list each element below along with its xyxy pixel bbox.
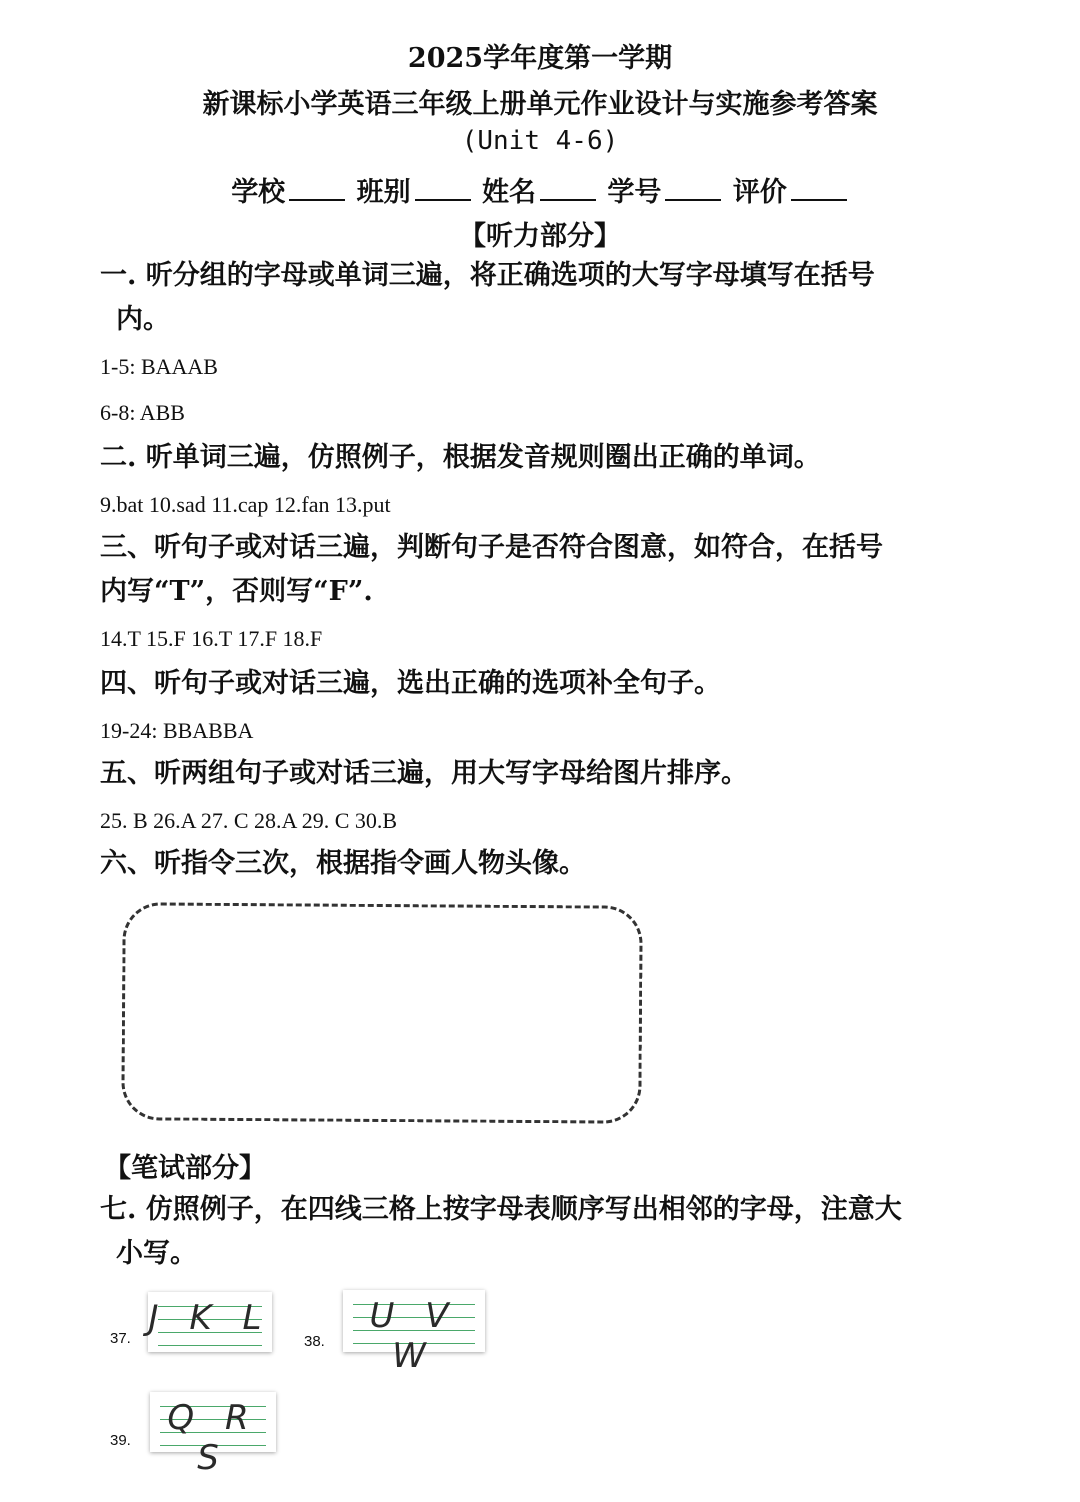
- document-title: 2025学年度第一学期: [407, 43, 673, 74]
- unit-range: (Unit 4-6): [461, 126, 619, 156]
- question-6: 六、听指令三次，根据指令画人物头像。: [100, 848, 586, 879]
- class-blank[interactable]: [415, 179, 471, 201]
- answer-25-30: 25. B 26.A 27. C 28.A 29. C 30.B: [100, 808, 398, 833]
- question-3-line1: 三、听句子或对话三遍，判断句子是否符合图意，如符合，在括号: [100, 532, 883, 563]
- field-student-number: 学号: [607, 177, 662, 208]
- number-blank[interactable]: [665, 179, 721, 201]
- question-7-line2: 小写。: [116, 1238, 197, 1269]
- question-7: [100, 1188, 980, 1276]
- question-5: 五、听两组句子或对话三遍，用大写字母给图片排序。: [100, 758, 748, 789]
- answer-19-24: 19-24: BBABBA: [100, 718, 254, 743]
- school-blank[interactable]: [289, 179, 345, 201]
- question-3-line2: 内写“T”，否则写“F”.: [100, 576, 373, 607]
- question-1-line1: 一. 听分组的字母或单词三遍，将正确选项的大写字母填写在括号: [100, 260, 875, 291]
- field-class: 班别: [356, 177, 411, 208]
- answer-1-5: 1-5: BAAAB: [100, 354, 218, 379]
- four-line-grid-37: [148, 1292, 272, 1352]
- question-4: 四、听句子或对话三遍，选出正确的选项补全句子。: [100, 668, 721, 699]
- field-school: 学校: [231, 177, 286, 208]
- letters-38: U V W: [369, 1296, 459, 1376]
- four-line-grid-39: [150, 1392, 276, 1478]
- letters-37: J K L: [148, 1298, 272, 1338]
- question-7-line1: 七. 仿照例子，在四线三格上按字母表顺序写出相邻的字母，注意大: [100, 1194, 902, 1225]
- drawing-area[interactable]: [121, 902, 643, 1124]
- student-info-fields: [0, 170, 1080, 209]
- written-section-heading: 【笔试部分】: [104, 1153, 266, 1184]
- evaluation-blank[interactable]: [791, 179, 847, 201]
- question-1-line2: 内。: [116, 304, 170, 335]
- item-39-number: 39.: [110, 1432, 131, 1449]
- item-37-number: 37.: [110, 1330, 131, 1347]
- document-subtitle: 新课标小学英语三年级上册单元作业设计与实施参考答案: [202, 89, 878, 120]
- answer-9-13: 9.bat 10.sad 11.cap 12.fan 13.put: [100, 492, 391, 517]
- question-3: [100, 526, 980, 614]
- letters-39: Q R S: [167, 1398, 259, 1478]
- answer-6-8: 6-8: ABB: [100, 400, 185, 425]
- field-name: 姓名: [482, 177, 536, 208]
- four-line-grid-38: [343, 1290, 485, 1376]
- question-2: 二. 听单词三遍，仿照例子，根据发音规则圈出正确的单词。: [100, 442, 821, 473]
- item-38-number: 38.: [304, 1333, 325, 1350]
- field-evaluation: 评价: [732, 177, 787, 208]
- listening-section-heading: 【听力部分】: [459, 221, 621, 252]
- answer-14-18: 14.T 15.F 16.T 17.F 18.F: [100, 626, 323, 651]
- name-blank[interactable]: [540, 179, 596, 201]
- question-1: [100, 254, 980, 342]
